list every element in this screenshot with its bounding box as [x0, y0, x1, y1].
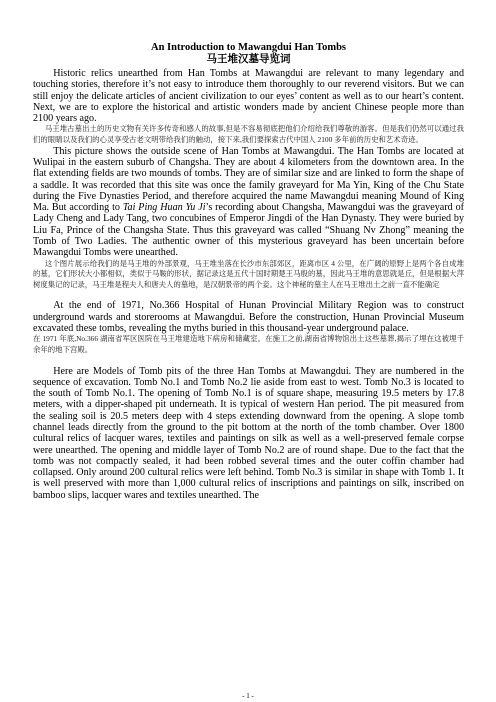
paragraph-outside-scene-chinese: 这个图片展示给我们的是马王堆的外部景观，马王堆坐落在长沙市东部郊区，距离市区 4 公里，在广阔的原野上是两个各自成堆的墓，它们形状大小都相似，类似于马鞍的形状，据记录这是五代十国时期楚王马殷的墓，因此马王堆的意思就是丘，但是根据大萍树度集记的记录，马王堆是程夫人和唐夫人的墓地，是汉朝景帝的两个妾。这个神秘的墓主人在马王堆出土之前一直不能确定: [33, 258, 464, 289]
paragraph-outside-scene-english: [33, 146, 464, 259]
outside-scene-text-b: ’s recording about Changsha, Mawangdui was the graveyard of Lady Cheng and Lady Tang, two concubines of Emperor Jingdi of the Han Dynasty. They were buried by Liu Fa, Prince of the Changsha State. Thus this graveyard was called “Shuang Nv Zhong” meaning the Tomb of Two Ladies. The authentic owner of this mysterious graveyard has been uncertain before Mawangdui Tombs were unearthed.: [33, 202, 464, 259]
paragraph-tomb-models-english: Here are Models of Tomb pits of the three Han Tombs at Mawangdui. They are numbered in the sequence of excavation. Tomb No.1 and Tomb No.2 lie aside from east to west. Tomb No.3 is located to the south of Tomb No.1. The opening of Tomb No.1 is of square shape, measuring 19.5 meters by 17.8 meters, with a dipper-shaped pit underneath. It is typical of western Han period. The pit measured from the sealing soil is 20.5 meters deep with 4 steps extending downward from the opening. A slope tomb channel leads directly from the ground to the pit bottom at the north of the tomb chamber. Over 1800 cultural relics of lacquer wares, textiles and paintings on silk as well as a well-preserved female corpse were unearthed. The opening and middle layer of Tomb No.2 are of round shape. Due to the fact that the tomb was not compactly sealed, it had been robbed several times and the outer coffin chamber had collapsed. Only around 200 cultural relics were left behind. Tomb No.3 is similar in shape with Tomb 1. It is well preserved with more than 1,000 cultural relics of inscriptions and paintings on silk, inscribed on bamboo slips, lacquer wares and textiles unearthed. The: [33, 365, 464, 501]
page-number: - 1 -: [242, 692, 254, 700]
paragraph-intro-chinese: 马王堆古墓出土的历史文物有关许多传奇和感人的故事,但是不容易彻底把他们介绍给我们尊敬的游客。但是我们仍然可以通过我们的眼睛以及我们的心灵享受古老文明带给我们的触动，接下来,我们要探索古代中国人 2100 多年前的历史和艺术奇迹。: [33, 124, 464, 145]
spacer: [33, 290, 464, 300]
paragraph-intro-english: Historic relics unearthed from Han Tombs at Mawangdui are relevant to many legendary and touching stories, therefore it’s not easy to introduce them thoroughly to our reverend visitors. But we can still enjoy the delicate articles of ancient civilization to our eyes’ content as well as to our heart’s content. Next, we are to explore the historical and artistic wonders made by ancient Chinese people more than 2100 years ago.: [33, 68, 464, 125]
book-title-tai-ping-huan-yu-ji: Tai Ping Huan Yu Ji: [122, 202, 206, 214]
paragraph-excavation-english: At the end of 1971, No.366 Hospital of Hunan Provincial Military Region was to construct underground wards and storerooms at Mawangdui. Before the construction, Hunan Provincial Museum excavated these tombs, revealing the myths buried in this thousand-year underground palace.: [33, 300, 464, 335]
paragraph-excavation-chinese: 在 1971 年底,No.366 湖南省军区医院在马王堆建造地下病房和储藏室。在施工之前,湖南省博物馆出土这些墓葬,揭示了埋在这被埋千余年的地下宫殿。: [33, 334, 464, 354]
document-title: An Introduction to Mawangdui Han Tombs: [151, 42, 346, 53]
document-subtitle-chinese: 马王堆汉墓导览词: [206, 54, 291, 65]
spacer: [33, 356, 464, 366]
outside-scene-text-a: This picture shows the outside scene of Han Tombs at Mawangdui. The Han Tombs are located at Wulipai in the eastern suburb of Changsha. They are about 4 kilometers from the downtown area. In the flat extending fields are two mounds of tombs. They are of similar size and are linked to form the shape of a saddle. It was recorded that this site was once the family graveyard for Ma Yin, King of the Chu State during the Five Dynasties Period, and therefore acquired the name Mawangdui meaning Mound of King Ma. But according to: [33, 145, 464, 214]
